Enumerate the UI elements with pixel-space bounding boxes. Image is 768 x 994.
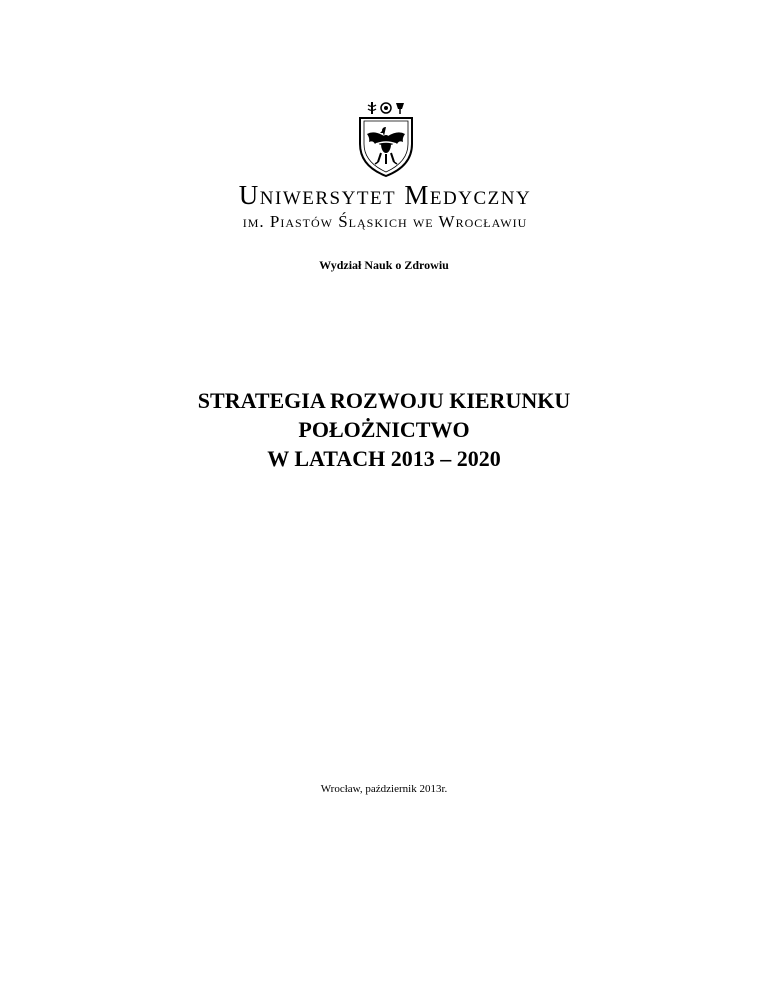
place-and-date: Wrocław, październik 2013r. [320,783,448,795]
university-logo [180,90,590,240]
faculty-name: Wydział Nauk o Zdrowiu [319,258,449,272]
title-line-1: STRATEGIA ROZWOJU KIERUNKU [197,388,571,413]
title-line-3: W LATACH 2013 – 2020 [267,446,501,471]
document-title [0,386,768,473]
university-name: Uniwersytet Medyczny [238,180,532,210]
university-subtitle: im. Piastów Śląskich we Wrocławiu [242,212,528,231]
university-crest-icon [356,100,416,178]
title-line-2: POŁOŻNICTWO [298,417,470,442]
